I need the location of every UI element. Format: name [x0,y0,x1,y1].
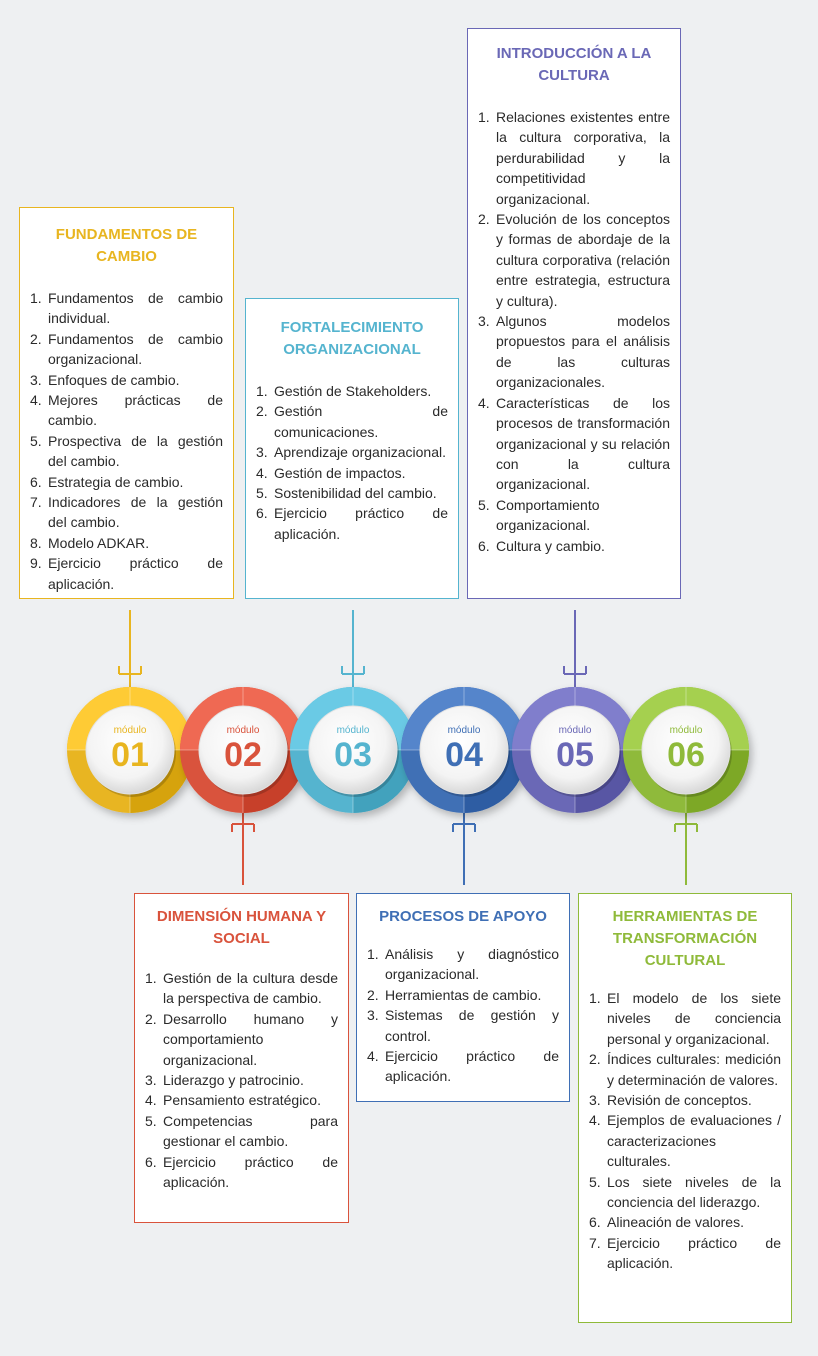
list-item-number: 4. [589,1112,601,1129]
module-04-title: PROCESOS DE APOYO [379,908,547,925]
list-item [145,1152,338,1193]
list-item-number: 1. [367,946,379,962]
list-item-number: 5. [589,1173,601,1190]
list-item-number: 2. [589,1051,601,1068]
list-item-text: Comportamiento organizacional. [496,496,600,534]
module-label: módulo [669,725,703,736]
list-item-text: Ejercicio práctico de aplicación. [607,1234,781,1272]
module-01-card [19,207,234,599]
list-item [367,1005,559,1046]
list-item-number: 3. [145,1072,157,1089]
list-item-text: Gestión de impactos. [274,464,406,481]
module-05-title: INTRODUCCIÓN A LA CULTURA [496,45,652,84]
list-item-text: Análisis y diagnóstico organizacional. [385,946,559,983]
list-item-text: Gestión de la cultura desde la perspectiva de cambio. [163,970,338,1007]
list-item-number: 4. [145,1092,157,1109]
list-item-number: 1. [589,990,601,1006]
module-label: módulo [447,725,481,736]
list-item-number: 3. [256,444,268,461]
list-item [589,1049,781,1090]
module-06-card [578,893,792,1323]
list-item-text: Herramientas de cambio. [385,986,542,1003]
list-item [30,472,223,492]
list-item [30,533,223,553]
module-02-list [145,968,338,1192]
module-number: 04 [445,736,483,774]
connector-module-6 [675,813,697,885]
list-item [256,442,448,462]
module-06-list [589,988,781,1274]
list-item-number: 5. [256,485,268,502]
list-item-text: Modelo ADKAR. [48,534,150,551]
list-item-number: 4. [256,464,268,481]
list-item [30,390,223,431]
module-05-list [478,107,670,556]
list-item [256,483,448,503]
list-item [589,988,781,1049]
list-item-number: 6. [589,1214,601,1231]
list-item-number: 7. [589,1234,601,1251]
list-item [30,492,223,533]
list-item [145,1090,338,1110]
list-item-text: Liderazgo y patrocinio. [163,1072,304,1089]
list-item-number: 1. [478,109,490,125]
list-item-number: 2. [367,986,379,1003]
list-item-text: Pensamiento estratégico. [163,1092,321,1109]
module-number: 03 [334,736,372,774]
list-item-number: 3. [30,371,42,388]
list-item [367,1046,559,1087]
module-04-list [367,944,559,1087]
list-item-text: Ejercicio práctico de aplicación. [385,1048,559,1085]
list-item [589,1212,781,1232]
module-number: 05 [556,736,594,774]
list-item-number: 5. [145,1112,157,1129]
list-item [256,381,448,401]
list-item-text: Revisión de conceptos. [607,1092,752,1109]
list-item [367,944,559,985]
list-item [589,1233,781,1274]
list-item-text: Ejercicio práctico de aplicación. [274,505,448,542]
list-item-text: Prospectiva de la gestión del cambio. [48,432,223,470]
list-item-text: Aprendizaje organizacional. [274,444,446,461]
module-label: módulo [336,725,370,736]
list-item-number: 2. [256,403,268,420]
module-label: módulo [113,725,147,736]
list-item-text: Fundamentos de cambio organizacional. [48,330,223,368]
list-item-number: 2. [145,1010,157,1027]
module-label: módulo [558,725,592,736]
list-item-text: Ejemplos de evaluaciones / caracterizaciones culturales. [607,1112,781,1170]
list-item-text: Sistemas de gestión y control. [385,1007,559,1044]
list-item [478,536,670,556]
module-number: 06 [667,736,705,774]
list-item [145,1009,338,1070]
list-item-number: 6. [145,1153,157,1170]
list-item-text: El modelo de los siete niveles de conciencia personal y organizacional. [607,990,781,1047]
module-04-card [356,893,570,1102]
module-02-card [134,893,349,1223]
list-item-text: Gestión de comunicaciones. [274,403,448,440]
list-item [589,1090,781,1110]
list-item-text: Desarrollo humano y comportamiento organizacional. [163,1010,338,1068]
list-item-number: 3. [478,313,490,330]
list-item-number: 6. [30,473,42,490]
module-02-title: DIMENSIÓN HUMANA Y SOCIAL [156,908,327,947]
list-item-text: Evolución de los conceptos y formas de abordaje de la cultura corporativa (relación entre estrategia, estructura y cultura). [496,211,670,309]
connector-module-2 [232,813,254,885]
list-item [30,288,223,329]
list-item [30,553,223,594]
list-item-number: 5. [30,432,42,449]
list-item [30,370,223,390]
list-item-text: Algunos modelos propuestos para el análisis de las culturas organizacionales. [496,313,670,391]
module-03-list [256,381,448,544]
list-item [478,393,670,495]
list-item-text: Estrategia de cambio. [48,473,184,490]
list-item [478,107,670,209]
list-item [367,985,559,1005]
list-item-number: 1. [145,970,157,986]
connector-module-3 [342,610,364,687]
list-item-number: 9. [30,555,42,572]
list-item-number: 6. [256,505,268,522]
list-item-text: Mejores prácticas de cambio. [48,392,223,429]
list-item-number: 7. [30,494,42,511]
list-item-text: Fundamentos de cambio individual. [48,290,223,327]
module-timeline [0,600,818,900]
list-item [145,968,338,1009]
list-item [478,311,670,393]
list-item [256,401,448,442]
list-item-number: 1. [30,290,42,306]
list-item [589,1110,781,1171]
connector-module-1 [119,610,141,687]
list-item-text: Índices culturales: medición y determinación de valores. [607,1051,781,1088]
list-item [589,1172,781,1213]
list-item-text: Cultura y cambio. [496,537,605,554]
list-item-number: 2. [30,330,42,347]
list-item-text: Indicadores de la gestión del cambio. [48,494,223,531]
module-03-card [245,298,459,599]
list-item-number: 4. [30,392,42,409]
list-item-text: Competencias para gestionar el cambio. [163,1112,338,1150]
list-item [145,1070,338,1090]
list-item-text: Relaciones existentes entre la cultura corporativa, la perdurabilidad y la competitividad organizacional. [496,109,670,207]
list-item-number: 8. [30,534,42,551]
list-item [478,495,670,536]
module-number: 01 [111,736,149,774]
list-item-number: 5. [478,496,490,513]
list-item-number: 1. [256,383,268,399]
module-05-card [467,28,681,599]
list-item-text: Características de los procesos de transformación organizacional y su relación con la cultura organizacional. [496,394,670,493]
list-item [30,431,223,472]
list-item [256,503,448,544]
list-item-number: 3. [367,1007,379,1024]
list-item-text: Ejercicio práctico de aplicación. [163,1153,338,1191]
list-item-number: 2. [478,211,490,228]
list-item-text: Los siete niveles de la conciencia del liderazgo. [607,1173,781,1211]
list-item-text: Alineación de valores. [607,1214,744,1231]
module-number: 02 [224,736,262,774]
list-item-number: 4. [367,1048,379,1065]
list-item-text: Sostenibilidad del cambio. [274,485,437,502]
list-item [256,463,448,483]
list-item [30,329,223,370]
module-06-title: HERRAMIENTAS DE TRANSFORMACIÓN CULTURAL [612,908,758,969]
module-label: módulo [226,725,260,736]
module-01-list [30,288,223,594]
list-item-text: Enfoques de cambio. [48,371,180,388]
list-item [478,209,670,311]
list-item-number: 6. [478,537,490,554]
module-01-title: FUNDAMENTOS DE CAMBIO [55,226,198,265]
list-item [145,1111,338,1152]
list-item-text: Gestión de Stakeholders. [274,383,432,399]
list-item-number: 3. [589,1092,601,1109]
list-item-text: Ejercicio práctico de aplicación. [48,555,223,592]
module-03-title: FORTALECIMIENTO ORGANIZACIONAL [280,319,424,358]
connector-module-5 [564,610,586,687]
connector-module-4 [453,813,475,885]
list-item-number: 4. [478,394,490,411]
